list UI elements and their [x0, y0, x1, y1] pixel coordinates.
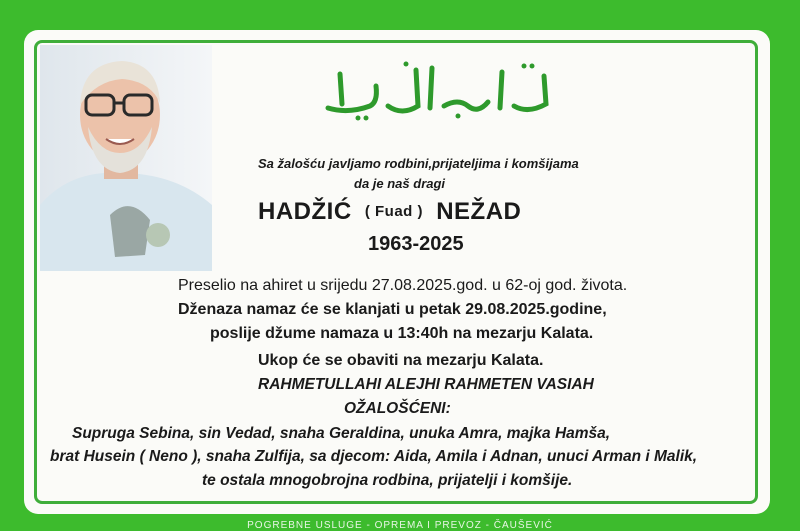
deceased-portrait-photo	[40, 45, 212, 271]
mourners-line: brat Husein ( Neno ), snaha Zulfija, sa djecom: Aida, Amila i Adnan, unuci Arman i Malik,	[50, 448, 698, 465]
intro-line: da je naš dragi	[354, 176, 446, 191]
father-name: ( Fuad )	[364, 203, 424, 220]
prayer-line: RAHMETULLAHI ALEJHI RAHMETEN VASIAH	[258, 376, 594, 393]
intro-line: Sa žalošću javljamo rodbini,prijateljima i komšijama	[258, 156, 579, 171]
deceased-name	[258, 198, 521, 226]
surname: HADŽIĆ	[258, 198, 352, 225]
janaza-line: Dženaza namaz će se klanjati u petak 29.08.2025.godine,	[178, 301, 607, 318]
first-name: NEŽAD	[436, 198, 522, 225]
mourners-line: te ostala mnogobrojna rodbina, prijatelji i komšije.	[202, 472, 573, 489]
burial-line: Ukop će se obaviti na mezarju Kalata.	[258, 352, 544, 369]
footer-text: POGREBNE USLUGE - OPREMA I PREVOZ - ČAUŠEVIĆ	[247, 520, 553, 531]
mourners-heading: OŽALOŠĆENI:	[344, 400, 451, 417]
arabic-calligraphy	[318, 56, 558, 126]
passed-line: Preselio na ahiret u srijedu 27.08.2025.god. u 62-oj god. života.	[178, 277, 628, 294]
janaza-line: poslije džume namaza u 13:40h na mezarju Kalata.	[210, 325, 594, 342]
life-years: 1963-2025	[368, 233, 464, 255]
mourners-line: Supruga Sebina, sin Vedad, snaha Geraldina, unuka Amra, majka Hamša,	[72, 425, 611, 442]
